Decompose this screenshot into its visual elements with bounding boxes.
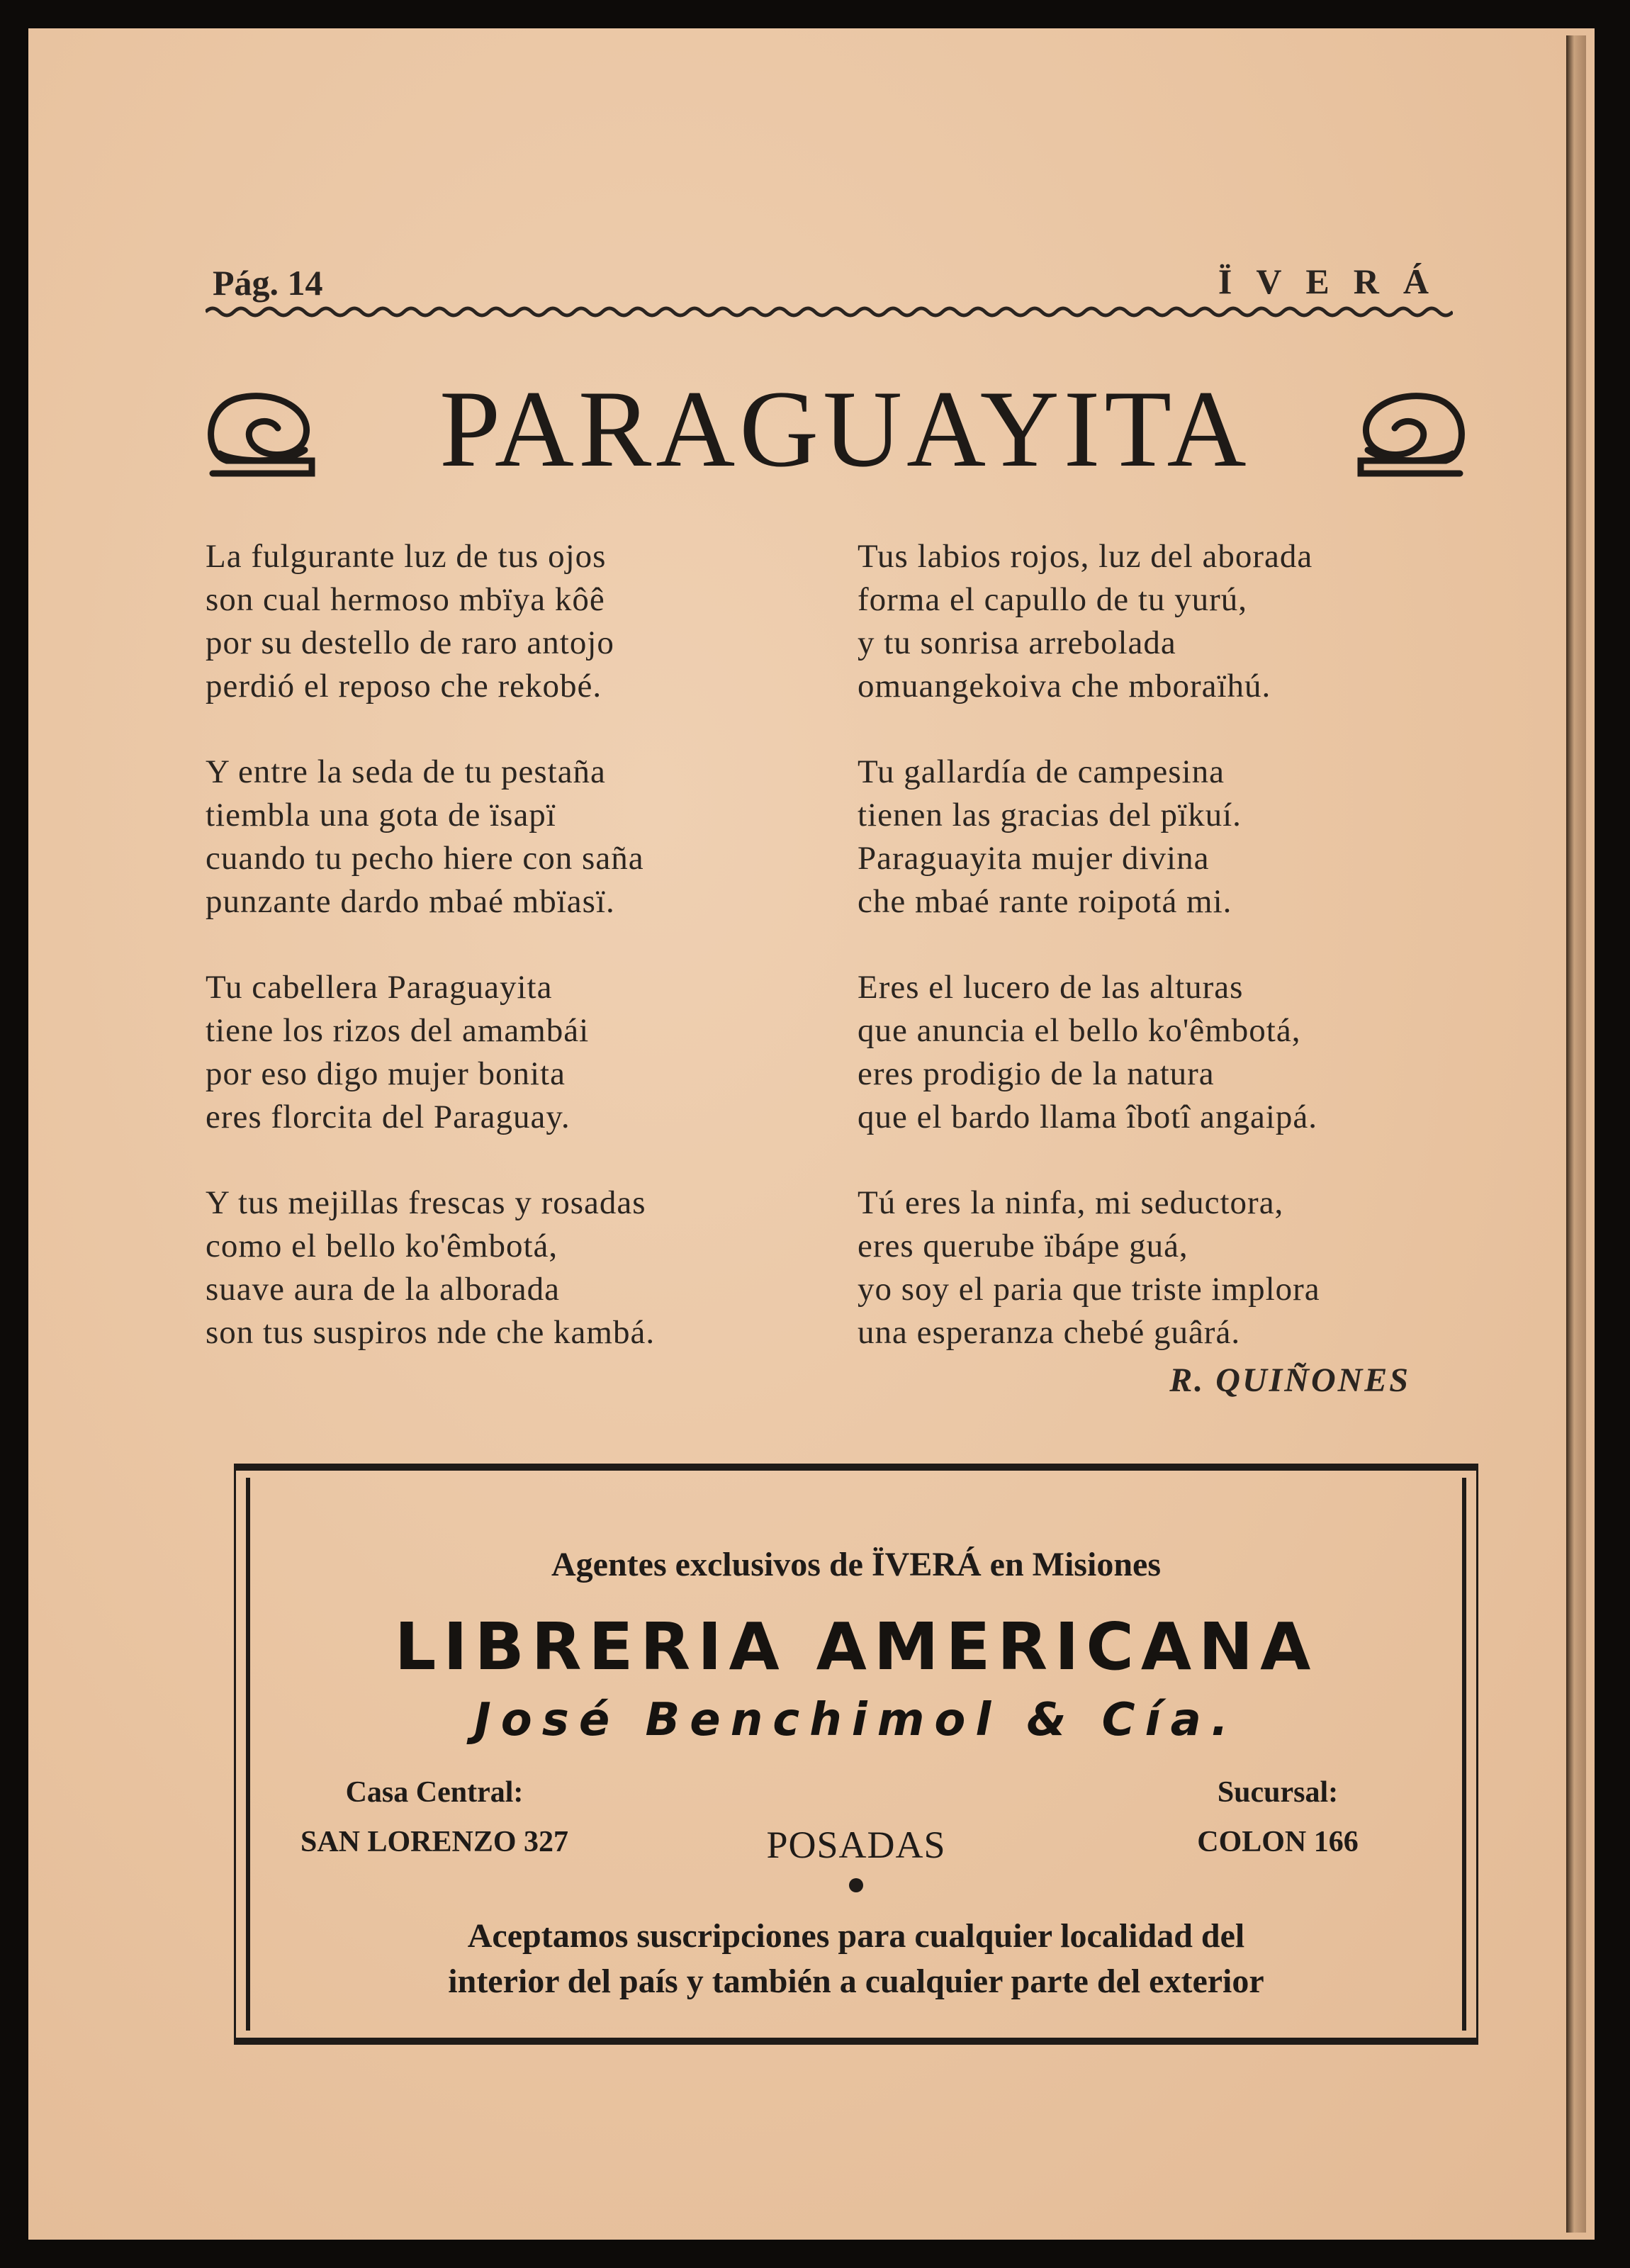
ad-main-office-address: SAN LORENZO 327 — [300, 1826, 569, 1858]
advertisement-box — [234, 1464, 1478, 2045]
journal-name: ÏVERÁ — [1218, 262, 1453, 301]
ad-branch-label: Sucursal: — [1217, 1776, 1339, 1809]
magazine-page — [28, 28, 1595, 2240]
advertisement-inner-frame — [246, 1478, 1466, 2031]
spiral-ornament-icon — [1347, 383, 1474, 482]
verse-line: che mbaé rante roipotá mi. — [858, 883, 1232, 920]
ad-note-line: interior del país y también a cualquier parte del exterior — [448, 1963, 1264, 2000]
poem-column-left — [206, 535, 843, 1397]
stanza — [206, 535, 843, 708]
page-number: Pág. 14 — [213, 263, 323, 303]
verse-line: Y entre la seda de tu pestaña — [206, 753, 606, 790]
verse-line: una esperanza chebé guârá. — [858, 1314, 1241, 1351]
ad-main-office-label: Casa Central: — [345, 1776, 524, 1809]
verse-line: son cual hermoso mbïya kôê — [206, 581, 605, 618]
verse-line: punzante dardo mbaé mbïasï. — [206, 883, 615, 920]
stanza — [858, 1181, 1495, 1354]
wavy-rule-divider — [206, 303, 1453, 320]
stanza — [858, 535, 1495, 708]
page-header — [177, 227, 1453, 303]
verse-line: Tu gallardía de campesina — [858, 753, 1225, 790]
verse-line: eres prodigio de la natura — [858, 1055, 1215, 1092]
verse-line: perdió el reposo che rekobé. — [206, 668, 602, 704]
verse-line: yo soy el paria que triste implora — [858, 1271, 1320, 1308]
verse-line: forma el capullo de tu yurú, — [858, 581, 1248, 618]
verse-line: y tu sonrisa arrebolada — [858, 624, 1176, 661]
verse-line: como el bello ko'êmbotá, — [206, 1228, 558, 1264]
verse-line: Tu cabellera Paraguayita — [206, 969, 553, 1006]
ad-owner: José Benchimol & Cía. — [473, 1694, 1239, 1746]
verse-line: Y tus mejillas frescas y rosadas — [206, 1184, 646, 1221]
verse-line: tiembla una gota de ïsapï — [206, 797, 556, 833]
verse-line: por su destello de raro antojo — [206, 624, 614, 661]
verse-line: Tú eres la ninfa, mi seductora, — [858, 1184, 1284, 1221]
verse-line: suave aura de la alborada — [206, 1271, 560, 1308]
verse-line: omuangekoiva che mboraïhú. — [858, 668, 1271, 704]
ad-agents-line: Agentes exclusivos de ÏVERÁ en Misiones — [551, 1546, 1161, 1583]
stanza — [858, 966, 1495, 1139]
poem-column-right — [858, 535, 1495, 1397]
verse-line: que el bardo llama îbotî angaipá. — [858, 1099, 1318, 1135]
ad-branch-address: COLON 166 — [1197, 1826, 1359, 1858]
ad-note-line: Aceptamos suscripciones para cualquier localidad del — [467, 1917, 1245, 1955]
stanza — [858, 751, 1495, 924]
stanza — [206, 966, 843, 1139]
verse-line: Eres el lucero de las alturas — [858, 969, 1244, 1006]
verse-line: eres querube ïbápe guá, — [858, 1228, 1188, 1264]
poem-author: R. QUIÑONES — [1169, 1362, 1410, 1399]
verse-line: por eso digo mujer bonita — [206, 1055, 566, 1092]
ad-city: POSADAS — [766, 1824, 946, 1866]
stanza — [206, 751, 843, 924]
verse-line: La fulgurante luz de tus ojos — [206, 538, 607, 575]
poem-title-row — [170, 369, 1474, 510]
verse-line: que anuncia el bello ko'êmbotá, — [858, 1012, 1301, 1049]
stanza — [206, 1181, 843, 1354]
verse-line: son tus suspiros nde che kambá. — [206, 1314, 656, 1351]
adjacent-page-edge — [1566, 35, 1586, 2233]
verse-line: Paraguayita mujer divina — [858, 840, 1210, 877]
ad-store-name: LIBRERIA AMERICANA — [394, 1609, 1318, 1685]
poem-title: PARAGUAYITA — [439, 368, 1251, 490]
spiral-ornament-icon — [198, 383, 326, 482]
verse-line: tiene los rizos del amambái — [206, 1012, 590, 1049]
verse-line: cuando tu pecho hiere con saña — [206, 840, 644, 877]
verse-line: tienen las gracias del pïkuí. — [858, 797, 1242, 833]
verse-line: eres florcita del Paraguay. — [206, 1099, 570, 1135]
bullet-icon — [849, 1878, 863, 1892]
ad-subscription-note — [250, 1914, 1462, 2004]
verse-line: Tus labios rojos, luz del aborada — [858, 538, 1313, 575]
